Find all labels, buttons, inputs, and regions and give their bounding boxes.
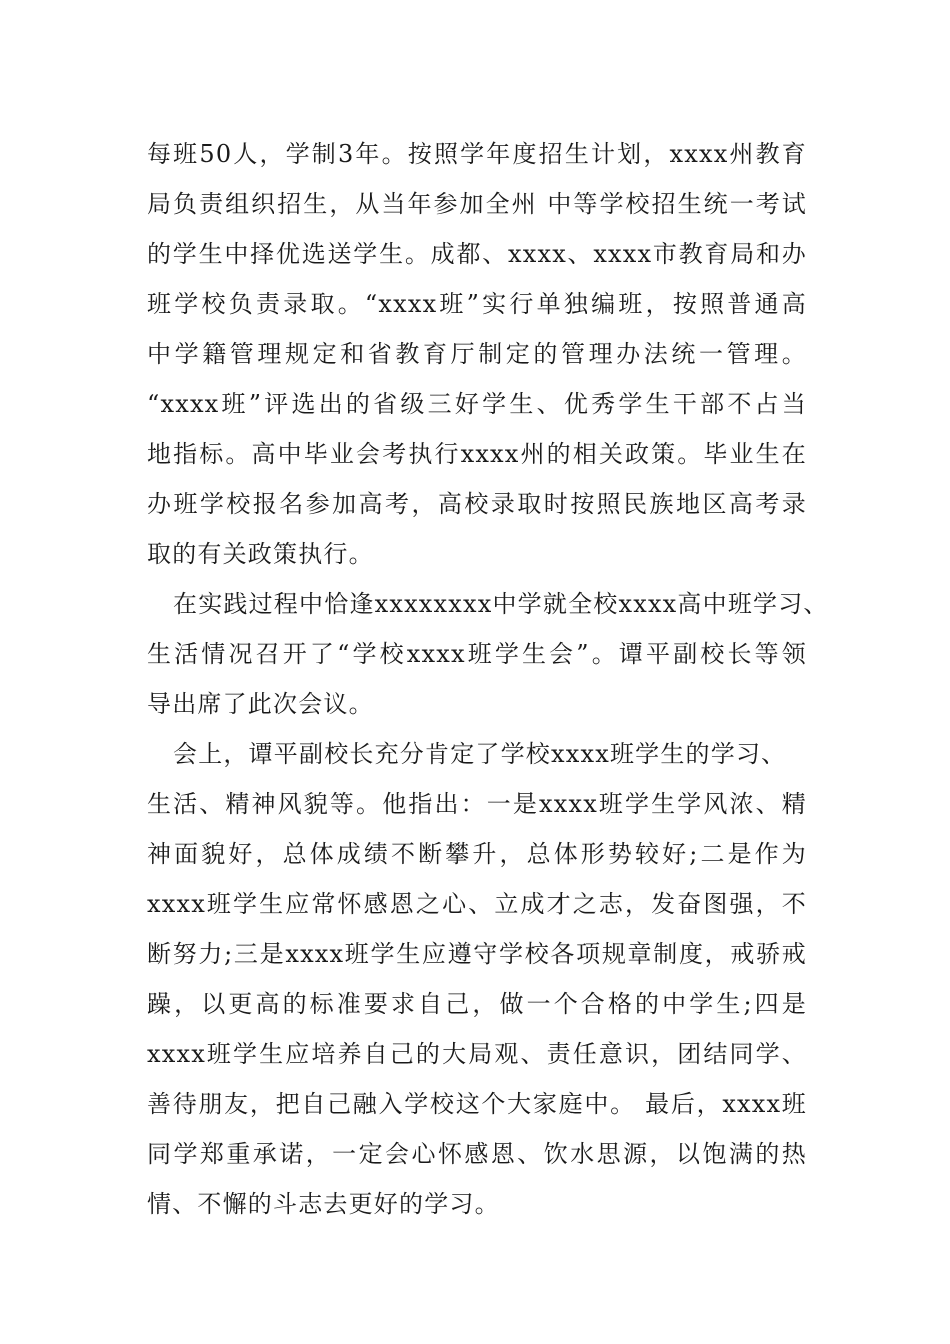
paragraph-2-line-1: 在实践过程中恰逢xxxxxxxx中学就全校xxxx高中班学习、 (173, 590, 829, 618)
paragraph-1-line-6: “xxxx班”评选出的省级三好学生、优秀学生干部不占当 (147, 390, 807, 418)
paragraph-1-line-3: 的学生中择优选送学生。成都、xxxx、xxxx市教育局和办 (147, 240, 807, 268)
paragraph-2-line-2: 生活情况召开了“学校xxxx班学生会”。谭平副校长等领 (147, 640, 807, 668)
body-text (147, 132, 829, 1232)
paragraph-1-line-7: 地指标。高中毕业会考执行xxxx州的相关政策。毕业生在 (147, 440, 807, 468)
paragraph-1-line-5: 中学籍管理规定和省教育厅制定的管理办法统一管理。 (147, 340, 807, 368)
paragraph-1-line-9: 取的有关政策执行。 (147, 540, 374, 568)
paragraph-1-line-8: 办班学校报名参加高考，高校录取时按照民族地区高考录 (147, 490, 807, 518)
paragraph-1-line-1: 每班50人，学制3年。按照学年度招生计划，xxxx州教育 (147, 140, 807, 168)
paragraph-3-line-7: xxxx班学生应培养自己的大局观、责任意识，团结同学、 (147, 1040, 807, 1068)
paragraph-3-line-6: 躁，以更高的标准要求自己，做一个合格的中学生;四是 (147, 990, 807, 1018)
paragraph-3-line-10: 情、不懈的斗志去更好的学习。 (147, 1190, 500, 1218)
paragraph-1-line-2: 局负责组织招生，从当年参加全州 中等学校招生统一考试 (147, 190, 807, 218)
paragraph-3-line-4: xxxx班学生应常怀感恩之心、立成才之志，发奋图强，不 (147, 890, 807, 918)
paragraph-3-line-3: 神面貌好，总体成绩不断攀升，总体形势较好;二是作为 (147, 840, 807, 868)
paragraph-3-line-1: 会上，谭平副校长充分肯定了学校xxxx班学生的学习、 (173, 740, 787, 768)
paragraph-1-line-4: 班学校负责录取。“xxxx班”实行单独编班，按照普通高 (147, 290, 807, 318)
paragraph-2-line-3: 导出席了此次会议。 (147, 690, 374, 718)
paragraph-3-line-2: 生活、精神风貌等。他指出：一是xxxx班学生学风浓、精 (147, 790, 807, 818)
paragraph-3-line-9: 同学郑重承诺，一定会心怀感恩、饮水思源，以饱满的热 (147, 1140, 807, 1168)
paragraph-3-line-5: 断努力;三是xxxx班学生应遵守学校各项规章制度，戒骄戒 (147, 940, 807, 968)
paragraph-3-line-8: 善待朋友，把自己融入学校这个大家庭中。 最后，xxxx班 (147, 1090, 807, 1118)
